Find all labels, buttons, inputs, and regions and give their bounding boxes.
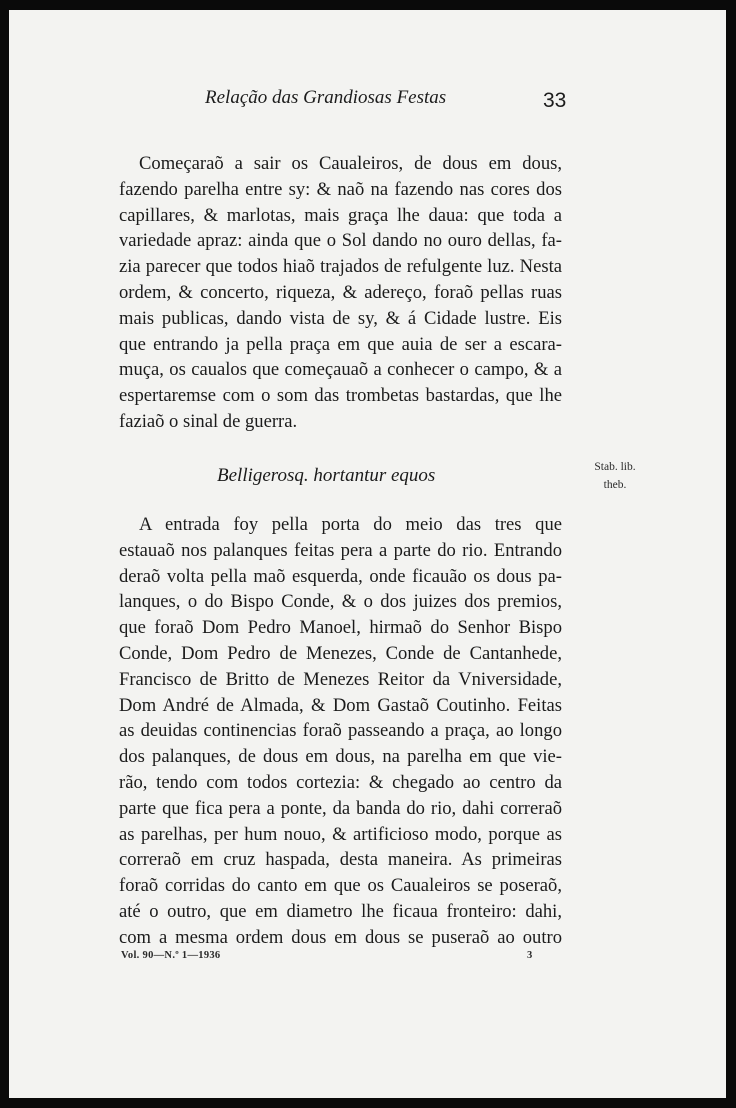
text-line: deraõ volta pella maõ esquerda, onde ficauão os dous pa- <box>119 565 562 587</box>
margin-note-line: theb. <box>603 479 627 491</box>
paragraph-1 <box>119 151 562 435</box>
text-line: capillares, & marlotas, mais graça lhe daua: que toda a <box>119 204 562 226</box>
text-line: espertaremse com o som das trombetas bastardas, que lhe <box>119 385 562 407</box>
text-line: que foraõ Dom Pedro Manoel, hirmaõ do Senhor Bispo <box>119 617 562 639</box>
text-line: foraõ corridas do canto em que os Caualeiros se poseraõ, <box>119 875 562 897</box>
running-title: Relação das Grandiosas Festas <box>205 87 447 108</box>
text-line: rão, tendo com todos cortezia: & chegado ao centro da <box>119 771 562 793</box>
page-number: 33 <box>543 89 567 112</box>
text-line: estauaõ nos palanques feitas pera a parte do rio. Entrando <box>119 539 562 561</box>
document-page <box>9 10 726 1098</box>
text-line: Conde, Dom Pedro de Menezes, Conde de Cantanhede, <box>119 642 562 664</box>
text-line: Dom André de Almada, & Dom Gastaõ Coutinho. Feitas <box>119 694 562 716</box>
text-line: até o outro, que em diametro lhe ficaua fronteiro: dahi, <box>119 900 562 922</box>
text-line: as deuidas continencias foraõ passeando a praça, ao longo <box>119 720 562 742</box>
page-footer <box>9 950 726 970</box>
text-line: as parelhas, per hum nouo, & artificioso modo, porque as <box>119 823 562 845</box>
text-line: que entrando ja pella praça em que auia de ser a escara- <box>119 333 562 355</box>
page-header <box>9 87 726 117</box>
margin-note-line: Stab. lib. <box>594 461 636 473</box>
paragraph-2 <box>119 512 562 951</box>
text-line: A entrada foy pella porta do meio das tres que <box>139 514 562 535</box>
text-line: muça, os caualos que começauaõ a conhecer o campo, & a <box>119 359 562 381</box>
signature-mark: 3 <box>527 950 533 961</box>
latin-epigraph: Belligerosq. hortantur equos <box>217 465 436 486</box>
text-line: fazendo parelha entre sy: & naõ na fazendo nas cores dos <box>119 178 562 200</box>
text-line: com a mesma ordem dous em dous se puseraõ ao outro <box>119 926 562 948</box>
volume-reference: Vol. 90—N.º 1—1936 <box>121 950 221 961</box>
text-line: ordem, & concerto, riqueza, & adereço, foraõ pellas ruas <box>119 281 562 303</box>
text-line: dos palanques, de dous em dous, na parelha em que vie- <box>119 746 562 768</box>
text-line: correraõ em cruz haspada, desta maneira. As primeiras <box>119 849 562 871</box>
text-line: Começaraõ a sair os Caualeiros, de dous em dous, <box>139 153 562 174</box>
margin-note <box>580 458 650 494</box>
text-line: zia parecer que todos hiaõ trajados de refulgente luz. Nesta <box>119 256 562 278</box>
text-line: faziaõ o sinal de guerra. <box>119 410 298 432</box>
text-line: parte que fica pera a ponte, da banda do rio, dahi correraõ <box>119 797 562 819</box>
text-line: mais publicas, dando vista de sy, & á Cidade lustre. Eis <box>119 307 562 329</box>
text-line: lanques, o do Bispo Conde, & o dos juizes dos premios, <box>119 591 562 613</box>
text-line: Francisco de Britto de Menezes Reitor da Vniversidade, <box>119 668 562 690</box>
text-line: variedade apraz: ainda que o Sol dando no ouro dellas, fa- <box>119 230 562 252</box>
